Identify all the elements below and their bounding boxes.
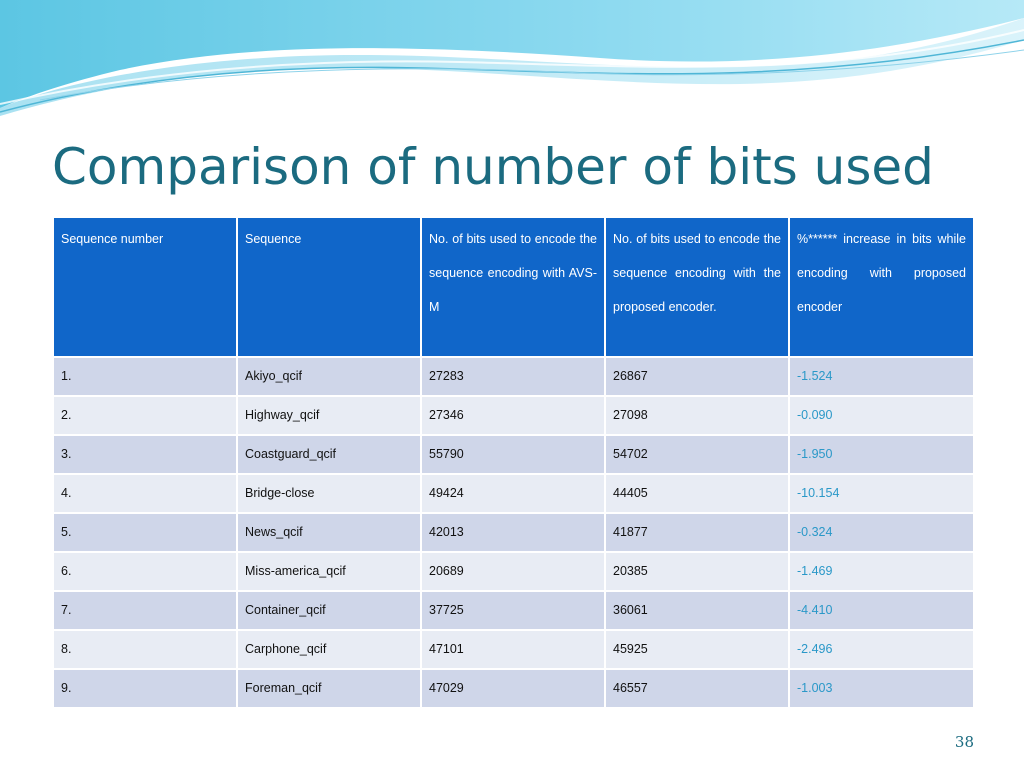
cell-pct-increase: -1.524	[789, 357, 974, 396]
cell-bits-proposed: 45925	[605, 630, 789, 669]
cell-bits-proposed: 44405	[605, 474, 789, 513]
cell-sequence: Bridge-close	[237, 474, 421, 513]
cell-bits-proposed: 54702	[605, 435, 789, 474]
cell-bits-proposed: 36061	[605, 591, 789, 630]
table-row	[53, 591, 974, 630]
header-bits-proposed: No. of bits used to encode the sequence encoding with the proposed encoder.	[605, 217, 789, 357]
table-row	[53, 474, 974, 513]
cell-sequence: Miss-america_qcif	[237, 552, 421, 591]
cell-bits-proposed: 20385	[605, 552, 789, 591]
cell-sequence: Carphone_qcif	[237, 630, 421, 669]
cell-sequence-number: 5.	[53, 513, 237, 552]
cell-bits-proposed: 46557	[605, 669, 789, 708]
cell-sequence: Container_qcif	[237, 591, 421, 630]
page-number: 38	[954, 733, 974, 751]
cell-sequence-number: 1.	[53, 357, 237, 396]
cell-pct-increase: -1.950	[789, 435, 974, 474]
cell-pct-increase: -1.003	[789, 669, 974, 708]
cell-bits-avs: 27283	[421, 357, 605, 396]
cell-pct-increase: -4.410	[789, 591, 974, 630]
cell-bits-avs: 47101	[421, 630, 605, 669]
slide-title: Comparison of number of bits used	[52, 138, 934, 196]
cell-bits-avs: 27346	[421, 396, 605, 435]
cell-sequence-number: 4.	[53, 474, 237, 513]
cell-sequence: Highway_qcif	[237, 396, 421, 435]
cell-sequence-number: 2.	[53, 396, 237, 435]
cell-sequence: Coastguard_qcif	[237, 435, 421, 474]
cell-bits-avs: 42013	[421, 513, 605, 552]
header-sequence-number: Sequence number	[53, 217, 237, 357]
cell-bits-proposed: 27098	[605, 396, 789, 435]
table-row	[53, 630, 974, 669]
cell-sequence-number: 6.	[53, 552, 237, 591]
cell-sequence: Akiyo_qcif	[237, 357, 421, 396]
cell-bits-avs: 47029	[421, 669, 605, 708]
cell-sequence: Foreman_qcif	[237, 669, 421, 708]
cell-pct-increase: -1.469	[789, 552, 974, 591]
table-row	[53, 396, 974, 435]
cell-pct-increase: -0.090	[789, 396, 974, 435]
cell-sequence-number: 7.	[53, 591, 237, 630]
cell-bits-avs: 37725	[421, 591, 605, 630]
table-row	[53, 552, 974, 591]
cell-sequence-number: 9.	[53, 669, 237, 708]
cell-sequence-number: 3.	[53, 435, 237, 474]
cell-pct-increase: -2.496	[789, 630, 974, 669]
header-sequence: Sequence	[237, 217, 421, 357]
table-row	[53, 435, 974, 474]
cell-pct-increase: -0.324	[789, 513, 974, 552]
cell-pct-increase: -10.154	[789, 474, 974, 513]
cell-bits-proposed: 41877	[605, 513, 789, 552]
header-pct-increase: %****** increase in bits while encoding with proposed encoder	[789, 217, 974, 357]
header-wave-decoration	[0, 0, 1024, 120]
table-row	[53, 513, 974, 552]
cell-sequence-number: 8.	[53, 630, 237, 669]
header-bits-avs: No. of bits used to encode the sequence encoding with AVS-M	[421, 217, 605, 357]
cell-bits-avs: 49424	[421, 474, 605, 513]
cell-bits-proposed: 26867	[605, 357, 789, 396]
cell-sequence: News_qcif	[237, 513, 421, 552]
table-header-row	[53, 217, 974, 357]
table-row	[53, 357, 974, 396]
cell-bits-avs: 55790	[421, 435, 605, 474]
bits-comparison-table	[52, 216, 975, 709]
table-row	[53, 669, 974, 708]
cell-bits-avs: 20689	[421, 552, 605, 591]
